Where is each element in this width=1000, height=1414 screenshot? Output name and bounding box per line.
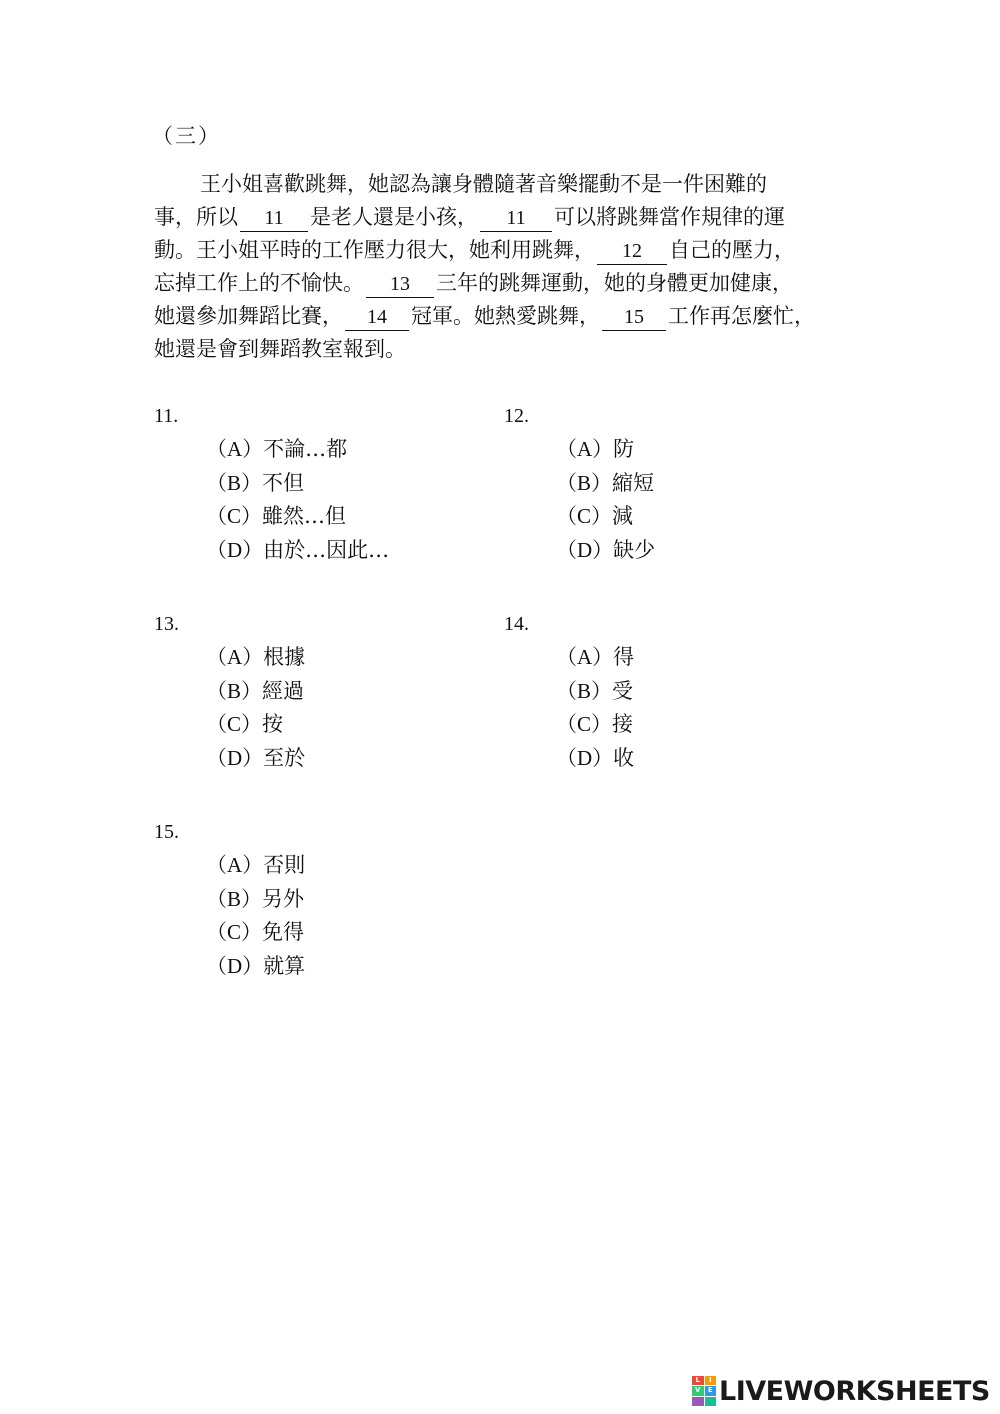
option-letter: （C） xyxy=(206,712,263,736)
question-11 xyxy=(154,400,389,567)
logo-mark-icon xyxy=(692,1376,716,1406)
option-text: 由於…因此… xyxy=(263,537,390,562)
passage-text: 工作再怎麼忙， xyxy=(668,304,815,328)
option-letter: （D） xyxy=(206,745,264,770)
passage-text: 可以將跳舞當作規律的運 xyxy=(554,205,785,229)
question-13 xyxy=(154,608,305,775)
option-letter: （A） xyxy=(556,645,614,669)
option-b[interactable] xyxy=(154,675,305,709)
option-text: 雖然…但 xyxy=(262,504,347,528)
option-text: 縮短 xyxy=(612,470,655,495)
option-text: 不但 xyxy=(262,470,305,495)
question-15 xyxy=(154,816,305,983)
option-text: 收 xyxy=(613,745,635,770)
liveworksheets-logo[interactable] xyxy=(692,1373,990,1409)
question-number: 12. xyxy=(504,405,529,427)
option-c[interactable] xyxy=(154,500,389,534)
option-text: 接 xyxy=(612,712,634,736)
option-c[interactable] xyxy=(154,708,305,742)
blank-13[interactable]: 13 xyxy=(366,271,434,298)
passage-text: 忘掉工作上的不愉快。 xyxy=(154,271,364,295)
logo-block xyxy=(692,1397,704,1406)
option-c[interactable] xyxy=(154,916,305,950)
option-a[interactable] xyxy=(154,641,305,675)
passage-line: 王小姐喜歡跳舞，她認為讓身體隨著音樂擺動不是一件困難的 xyxy=(200,172,767,196)
logo-text: LIVEWORKSHEETS xyxy=(719,1375,990,1407)
option-d[interactable] xyxy=(154,742,305,776)
option-text: 按 xyxy=(262,712,284,736)
option-letter: （D） xyxy=(206,953,264,978)
option-letter: （B） xyxy=(556,678,613,703)
option-text: 根據 xyxy=(263,645,306,669)
question-number: 14. xyxy=(504,613,529,635)
option-letter: （B） xyxy=(206,678,263,703)
option-text: 防 xyxy=(613,437,635,461)
section-title: （三） xyxy=(152,124,221,148)
passage-text: 三年的跳舞運動，她的身體更加健康， xyxy=(436,271,793,295)
passage-line xyxy=(154,267,854,300)
option-letter: （C） xyxy=(556,504,613,528)
logo-block xyxy=(705,1397,717,1406)
blank-14[interactable]: 14 xyxy=(345,304,409,331)
passage-text: 是老人還是小孩， xyxy=(310,205,478,229)
passage-line xyxy=(154,300,854,333)
option-letter: （B） xyxy=(556,470,613,495)
option-text: 至於 xyxy=(263,745,306,770)
question-number: 15. xyxy=(154,821,179,843)
option-text: 就算 xyxy=(263,953,306,978)
option-a[interactable] xyxy=(154,433,389,467)
option-letter: （A） xyxy=(556,437,614,461)
option-a[interactable] xyxy=(154,849,305,883)
option-d[interactable] xyxy=(154,950,305,984)
option-c[interactable] xyxy=(504,708,634,742)
option-letter: （C） xyxy=(206,504,263,528)
question-number: 11. xyxy=(154,405,179,427)
option-letter: （B） xyxy=(206,470,263,495)
option-letter: （D） xyxy=(556,745,614,770)
option-d[interactable] xyxy=(154,534,389,568)
option-letter: （A） xyxy=(206,437,264,461)
logo-block: I xyxy=(705,1376,717,1385)
option-letter: （C） xyxy=(206,920,263,944)
passage-text: 動。王小姐平時的工作壓力很大，她利用跳舞， xyxy=(154,238,595,262)
option-text: 得 xyxy=(613,645,635,669)
option-letter: （A） xyxy=(206,853,264,877)
option-d[interactable] xyxy=(504,534,655,568)
option-letter: （D） xyxy=(206,537,264,562)
blank-15[interactable]: 15 xyxy=(602,304,666,331)
option-text: 否則 xyxy=(263,853,306,877)
passage-line xyxy=(154,234,854,267)
blank-11b[interactable]: 11 xyxy=(480,205,552,232)
passage-text: 冠軍。她熱愛跳舞， xyxy=(411,304,600,328)
option-text: 減 xyxy=(612,504,634,528)
option-text: 另外 xyxy=(262,886,305,911)
option-letter: （A） xyxy=(206,645,264,669)
question-number: 13. xyxy=(154,613,179,635)
option-text: 受 xyxy=(612,678,634,703)
option-a[interactable] xyxy=(504,433,655,467)
reading-passage xyxy=(154,168,854,366)
option-letter: （B） xyxy=(206,886,263,911)
option-text: 不論…都 xyxy=(263,437,348,461)
option-text: 免得 xyxy=(262,920,305,944)
passage-line: 她還是會到舞蹈教室報到。 xyxy=(154,337,406,361)
logo-block: E xyxy=(705,1386,717,1395)
blank-12[interactable]: 12 xyxy=(597,238,667,265)
logo-block: V xyxy=(692,1386,704,1395)
logo-block: L xyxy=(692,1376,704,1385)
option-b[interactable] xyxy=(154,883,305,917)
option-b[interactable] xyxy=(504,675,634,709)
option-b[interactable] xyxy=(504,467,655,501)
blank-11a[interactable]: 11 xyxy=(240,205,308,232)
option-c[interactable] xyxy=(504,500,655,534)
passage-line xyxy=(154,201,854,234)
option-text: 經過 xyxy=(262,678,305,703)
option-a[interactable] xyxy=(504,641,634,675)
passage-text: 自己的壓力， xyxy=(669,238,795,262)
question-14 xyxy=(504,608,634,775)
passage-text: 她還參加舞蹈比賽， xyxy=(154,304,343,328)
option-b[interactable] xyxy=(154,467,389,501)
option-letter: （C） xyxy=(556,712,613,736)
option-d[interactable] xyxy=(504,742,634,776)
option-text: 缺少 xyxy=(613,537,656,562)
question-12 xyxy=(504,400,655,567)
passage-text: 事，所以 xyxy=(154,205,238,229)
option-letter: （D） xyxy=(556,537,614,562)
